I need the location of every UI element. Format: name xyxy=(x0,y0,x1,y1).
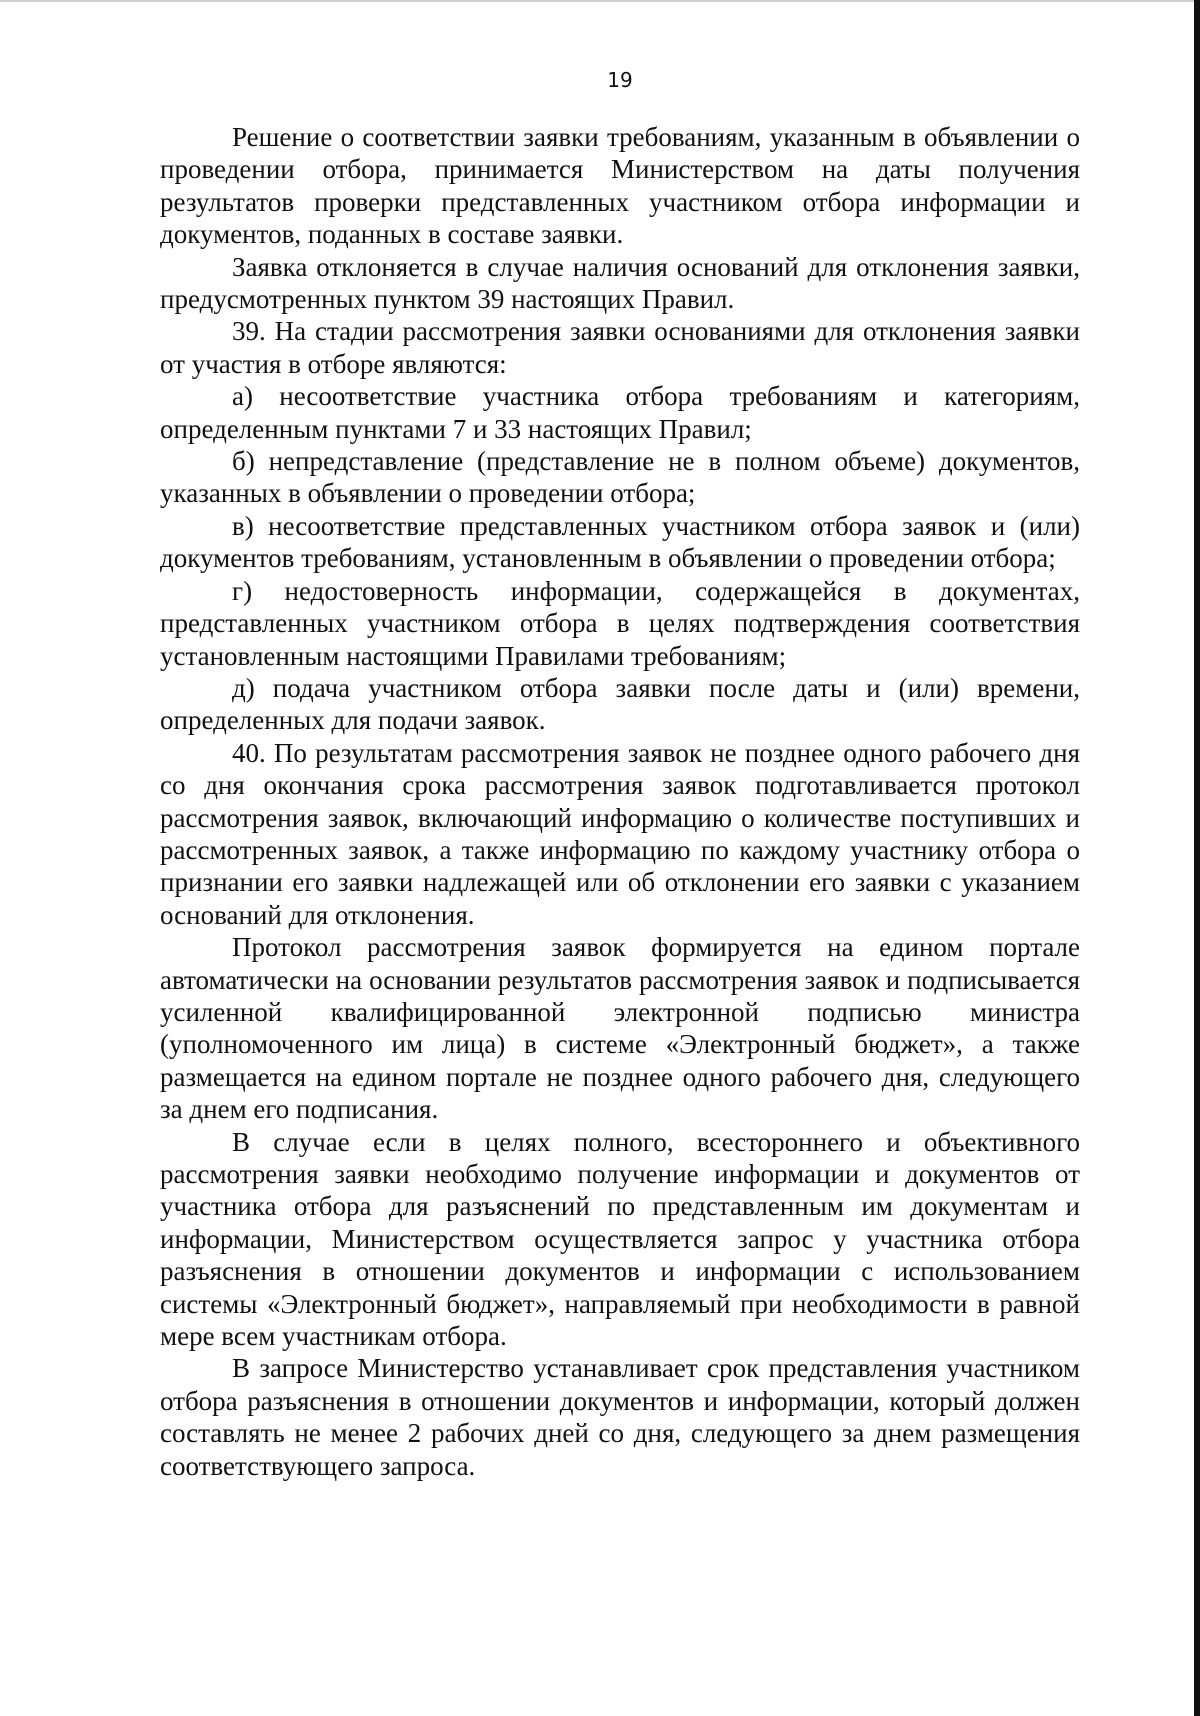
paragraph-protocol: Протокол рассмотрения заявок формируется на едином портале автоматически на основании результатов рассмотрения заявок и подписывается усиленной квалифицированной электронной подписью министра (уполномоченного им лица) в системе «Электронный бюджет», а также размещается на едином портале не позднее одного рабочего дня, следующего за днем его подписания. xyxy=(160,932,1080,1125)
paragraph-request-deadline: В запросе Министерство устанавливает срок представления участником отбора разъяснения в отношении документов и информации, который должен составлять не менее 2 рабочих дней со дня, следующего за днем размещения соответствующего запроса. xyxy=(160,1353,1080,1481)
paragraph-rejection: Заявка отклоняется в случае наличия оснований для отклонения заявки, предусмотренных пунктом 39 настоящих Правил. xyxy=(160,251,1080,315)
paragraph-item-39-g: г) недостоверность информации, содержащейся в документах, представленных участником отбора в целях подтверждения соответствия установленным настоящими Правилами требованиям; xyxy=(160,575,1080,671)
document-body xyxy=(160,121,1080,1482)
scan-edge-top xyxy=(0,0,1200,2)
paragraph-item-40: 40. По результатам рассмотрения заявок не позднее одного рабочего дня со дня окончания срока рассмотрения заявок подготавливается протокол рассмотрения заявок, включающий информацию о количестве поступивших и рассмотренных заявок, а также информацию по каждому участнику отбора о признании его заявки надлежащей или об отклонении его заявки с указанием оснований для отклонения. xyxy=(160,737,1080,930)
paragraph-clarification-request: В случае если в целях полного, всестороннего и объективного рассмотрения заявки необходимо получение информации и документов от участника отбора для разъяснений по представленным им документам и информации, Министерством осуществляется запрос у участника отбора разъяснения в отношении документов и информации с использованием системы «Электронный бюджет», направляемый при необходимости в равной мере всем участникам отбора. xyxy=(160,1126,1080,1352)
paragraph-item-39-b: б) непредставление (представление не в полном объеме) документов, указанных в объявлении о проведении отбора; xyxy=(160,446,1080,509)
paragraph-item-39: 39. На стадии рассмотрения заявки основаниями для отклонения заявки от участия в отборе являются: xyxy=(160,316,1080,379)
paragraph-item-39-d: д) подача участником отбора заявки после даты и (или) времени, определенных для подачи заявок. xyxy=(160,672,1080,736)
page-number: 19 xyxy=(607,68,633,92)
paragraph-decision: Решение о соответствии заявки требованиям, указанным в объявлении о проведении отбора, принимается Министерством на даты получения результатов проверки представленных участником отбора информации и документов, поданных в составе заявки. xyxy=(160,122,1080,250)
paragraph-item-39-a: а) несоответствие участника отбора требованиям и категориям, определенным пунктами 7 и 33 настоящих Правил; xyxy=(160,381,1080,444)
scan-edge-right xyxy=(1194,0,1200,1716)
paragraph-item-39-v: в) несоответствие представленных участником отбора заявок и (или) документов требованиям, установленным в объявлении о проведении отбора; xyxy=(160,510,1080,574)
